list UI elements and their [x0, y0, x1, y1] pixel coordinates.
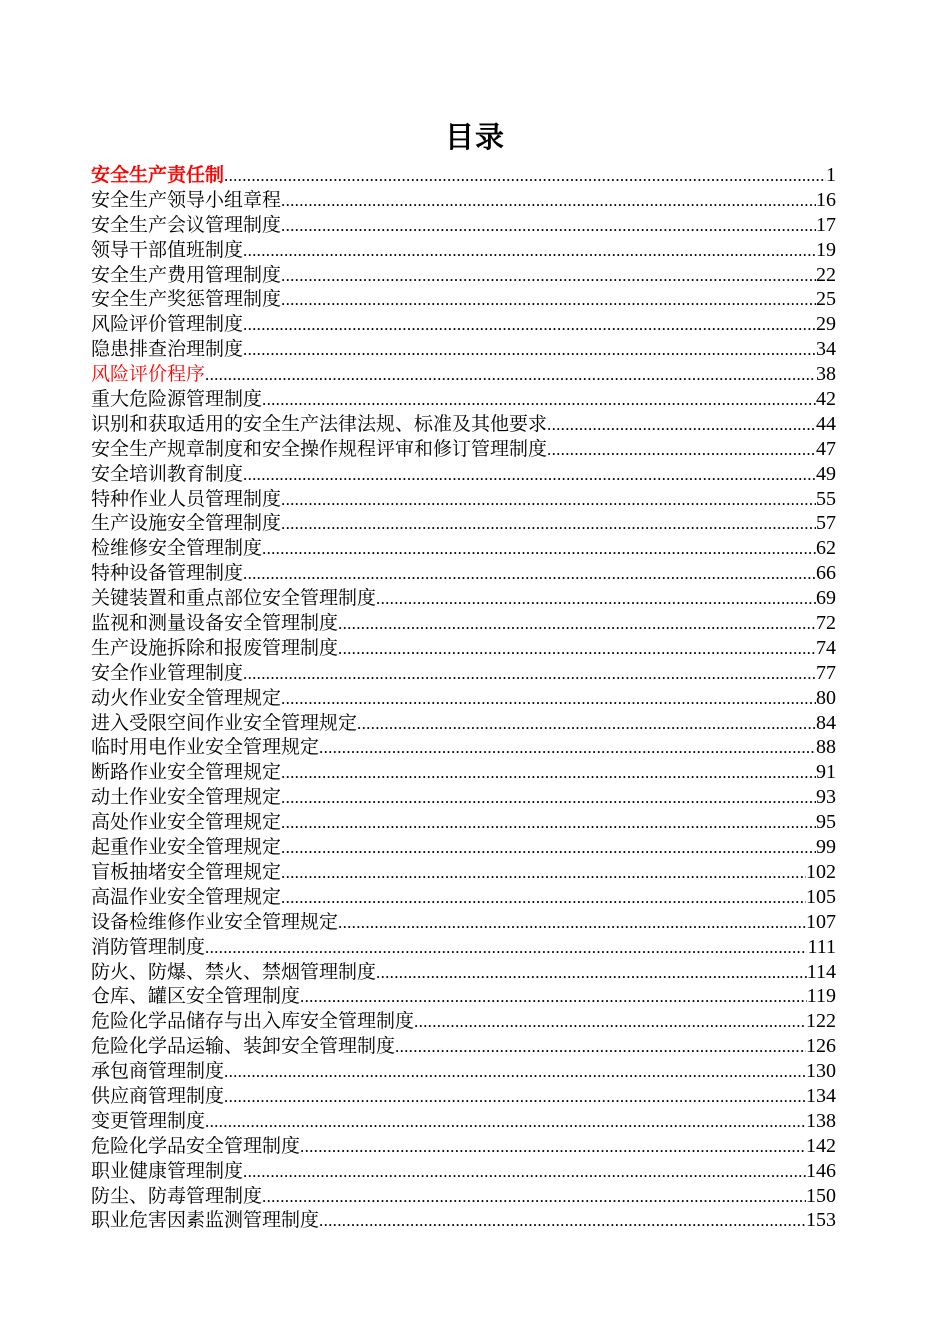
toc-entry[interactable] [91, 312, 836, 337]
dot-leader [338, 637, 816, 662]
dot-leader [300, 985, 807, 1010]
toc-entry[interactable] [91, 188, 836, 213]
toc-entry[interactable] [91, 910, 836, 935]
dot-leader [319, 1209, 806, 1234]
toc-entry[interactable] [91, 960, 836, 985]
toc-entry-page-number: 16 [816, 188, 836, 211]
dot-leader [281, 761, 816, 786]
toc-entry-page-number: 134 [806, 1084, 836, 1107]
toc-entry-title: 重大危险源管理制度 [91, 388, 263, 411]
toc-entry-title: 特种设备管理制度 [91, 562, 244, 585]
toc-entry-title: 进入受限空间作业安全管理规定 [91, 711, 358, 734]
toc-entry-title: 临时用电作业安全管理规定 [91, 736, 320, 759]
toc-entry-page-number: 142 [806, 1134, 836, 1157]
toc-entry-page-number: 150 [806, 1184, 836, 1207]
toc-entry[interactable] [91, 785, 836, 810]
toc-entry-page-number: 111 [807, 935, 836, 958]
toc-entry-title: 安全生产规章制度和安全操作规程评审和修订管理制度 [91, 437, 548, 460]
toc-entry-page-number: 126 [806, 1035, 836, 1058]
dot-leader [281, 288, 816, 313]
toc-entry-title: 安全生产奖惩管理制度 [91, 288, 282, 311]
toc-entry-title: 起重作业安全管理规定 [91, 836, 282, 859]
toc-entry-page-number: 80 [816, 686, 836, 709]
toc-entry-title: 变更管理制度 [91, 1109, 206, 1132]
toc-entry-title: 关键装置和重点部位安全管理制度 [91, 587, 377, 610]
dot-leader [281, 811, 816, 836]
toc-entry[interactable] [91, 1184, 836, 1209]
toc-entry-title: 消防管理制度 [91, 935, 206, 958]
dot-leader [281, 214, 816, 239]
toc-entry-page-number: 38 [816, 363, 836, 386]
toc-entry-page-number: 138 [806, 1109, 836, 1132]
toc-entry-title: 防尘、防毒管理制度 [91, 1184, 263, 1207]
toc-entry-page-number: 25 [816, 288, 836, 311]
toc-entry-title: 安全生产费用管理制度 [91, 263, 282, 286]
dot-leader [205, 1110, 806, 1135]
toc-entry-title: 高温作业安全管理规定 [91, 885, 282, 908]
toc-entry-page-number: 74 [816, 636, 836, 659]
toc-entry-page-number: 119 [806, 985, 836, 1008]
dot-leader [243, 662, 816, 687]
toc-entry-title: 特种作业人员管理制度 [91, 487, 282, 510]
toc-entry-page-number: 146 [806, 1159, 836, 1182]
toc-entry-title: 安全生产责任制 [91, 164, 225, 186]
toc-entry-title: 生产设施安全管理制度 [91, 512, 282, 535]
dot-leader [376, 961, 807, 986]
toc-entry-page-number: 153 [806, 1209, 836, 1232]
toc-entry[interactable] [91, 387, 836, 412]
toc-entry-page-number: 1 [826, 164, 836, 186]
toc-entry[interactable] [91, 735, 836, 760]
toc-entry-page-number: 34 [816, 338, 836, 361]
toc-entry[interactable] [91, 561, 836, 586]
table-of-contents [91, 163, 836, 1233]
toc-entry-page-number: 57 [816, 512, 836, 535]
toc-entry[interactable] [91, 1208, 836, 1233]
toc-entry-title: 监视和测量设备安全管理制度 [91, 612, 339, 635]
toc-entry-page-number: 47 [816, 437, 836, 460]
toc-entry[interactable] [91, 860, 836, 885]
toc-entry-page-number: 29 [816, 313, 836, 336]
dot-leader [224, 1085, 806, 1110]
dot-leader [281, 488, 816, 513]
toc-entry-page-number: 107 [806, 910, 836, 933]
dot-leader [547, 438, 816, 463]
toc-entry-title: 仓库、罐区安全管理制度 [91, 985, 301, 1008]
toc-entry[interactable] [91, 711, 836, 736]
toc-entry[interactable] [91, 1034, 836, 1059]
toc-entry-title: 危险化学品安全管理制度 [91, 1134, 301, 1157]
toc-entry[interactable] [91, 362, 836, 387]
toc-entry[interactable] [91, 1009, 836, 1034]
toc-entry-page-number: 22 [816, 263, 836, 286]
dot-leader [205, 363, 816, 388]
toc-entry-title: 安全生产领导小组章程 [91, 188, 282, 211]
toc-entry[interactable] [91, 238, 836, 263]
toc-entry-title: 高处作业安全管理规定 [91, 811, 282, 834]
dot-leader [281, 264, 816, 289]
toc-entry-title: 隐患排查治理制度 [91, 338, 244, 361]
toc-entry-page-number: 122 [806, 1010, 836, 1033]
toc-entry[interactable] [91, 586, 836, 611]
toc-entry-page-number: 91 [816, 761, 836, 784]
toc-entry-page-number: 17 [816, 213, 836, 236]
dot-leader [338, 911, 806, 936]
dot-leader [243, 463, 816, 488]
toc-entry[interactable] [91, 984, 836, 1009]
toc-entry[interactable] [91, 412, 836, 437]
toc-entry[interactable] [91, 1109, 836, 1134]
toc-entry-title: 供应商管理制度 [91, 1084, 225, 1107]
toc-entry-page-number: 55 [816, 487, 836, 510]
dot-leader [281, 861, 806, 886]
dot-leader [281, 836, 816, 861]
toc-entry-title: 识别和获取适用的安全生产法律法规、标准及其他要求 [91, 412, 548, 435]
toc-entry-title: 生产设施拆除和报废管理制度 [91, 636, 339, 659]
dot-leader [224, 164, 826, 189]
toc-entry-page-number: 130 [806, 1060, 836, 1083]
dot-leader [376, 587, 816, 612]
dot-leader [281, 189, 816, 214]
dot-leader [262, 388, 816, 413]
dot-leader [414, 1010, 806, 1035]
toc-entry-page-number: 102 [806, 860, 836, 883]
toc-entry-title: 动火作业安全管理规定 [91, 686, 282, 709]
toc-entry-title: 危险化学品运输、装卸安全管理制度 [91, 1035, 396, 1058]
toc-entry-page-number: 66 [816, 562, 836, 585]
dot-leader [547, 413, 816, 438]
toc-entry-title: 安全培训教育制度 [91, 462, 244, 485]
toc-entry[interactable] [91, 163, 836, 188]
dot-leader [300, 1135, 806, 1160]
toc-entry[interactable] [91, 760, 836, 785]
toc-entry-title: 承包商管理制度 [91, 1060, 225, 1083]
toc-entry-page-number: 84 [816, 711, 836, 734]
toc-entry[interactable] [91, 1059, 836, 1084]
toc-entry-page-number: 99 [816, 836, 836, 859]
toc-entry[interactable] [91, 661, 836, 686]
dot-leader [338, 612, 816, 637]
toc-entry-page-number: 19 [816, 238, 836, 261]
dot-leader [243, 313, 816, 338]
toc-entry-title: 职业危害因素监测管理制度 [91, 1209, 320, 1232]
toc-entry[interactable] [91, 636, 836, 661]
dot-leader [262, 537, 816, 562]
toc-entry[interactable] [91, 810, 836, 835]
dot-leader [243, 338, 816, 363]
toc-entry-title: 危险化学品储存与出入库安全管理制度 [91, 1010, 415, 1033]
toc-entry-page-number: 105 [806, 885, 836, 908]
toc-entry[interactable] [91, 511, 836, 536]
toc-entry-title: 动土作业安全管理规定 [91, 786, 282, 809]
toc-entry[interactable] [91, 686, 836, 711]
toc-entry[interactable] [91, 1134, 836, 1159]
toc-entry-page-number: 62 [816, 537, 836, 560]
toc-entry-title: 风险评价管理制度 [91, 313, 244, 336]
dot-leader [262, 1185, 806, 1210]
toc-entry-page-number: 114 [806, 960, 836, 983]
toc-entry-title: 风险评价程序 [91, 363, 206, 386]
dot-leader [281, 687, 816, 712]
toc-entry[interactable] [91, 213, 836, 238]
toc-entry[interactable] [91, 1159, 836, 1184]
toc-entry-page-number: 95 [816, 811, 836, 834]
toc-entry-page-number: 42 [816, 388, 836, 411]
dot-leader [281, 886, 806, 911]
toc-entry[interactable] [91, 287, 836, 312]
dot-leader [205, 936, 807, 961]
toc-entry[interactable] [91, 462, 836, 487]
toc-entry-page-number: 88 [816, 736, 836, 759]
dot-leader [243, 239, 816, 264]
toc-entry-page-number: 93 [816, 786, 836, 809]
toc-entry-title: 领导干部值班制度 [91, 238, 244, 261]
toc-entry[interactable] [91, 536, 836, 561]
toc-entry[interactable] [91, 437, 836, 462]
toc-entry-title: 设备检维修作业安全管理规定 [91, 910, 339, 933]
dot-leader [319, 736, 816, 761]
toc-entry-title: 防火、防爆、禁火、禁烟管理制度 [91, 960, 377, 983]
dot-leader [395, 1035, 806, 1060]
toc-entry-page-number: 72 [816, 612, 836, 635]
toc-entry[interactable] [91, 935, 836, 960]
dot-leader [243, 562, 816, 587]
toc-entry-title: 安全生产会议管理制度 [91, 213, 282, 236]
toc-entry[interactable] [91, 487, 836, 512]
toc-entry[interactable] [91, 885, 836, 910]
toc-entry-page-number: 49 [816, 462, 836, 485]
dot-leader [281, 786, 816, 811]
toc-entry-title: 职业健康管理制度 [91, 1159, 244, 1182]
toc-entry[interactable] [91, 835, 836, 860]
toc-entry[interactable] [91, 337, 836, 362]
dot-leader [281, 512, 816, 537]
toc-entry-title: 安全作业管理制度 [91, 661, 244, 684]
dot-leader [357, 712, 816, 737]
toc-entry-page-number: 69 [816, 587, 836, 610]
toc-entry-title: 断路作业安全管理规定 [91, 761, 282, 784]
toc-entry-page-number: 77 [816, 661, 836, 684]
page-title: 目录 [444, 120, 505, 155]
toc-entry[interactable] [91, 263, 836, 288]
dot-leader [243, 1160, 806, 1185]
toc-entry-page-number: 44 [816, 412, 836, 435]
toc-entry[interactable] [91, 611, 836, 636]
toc-entry-title: 盲板抽堵安全管理规定 [91, 860, 282, 883]
toc-entry-title: 检维修安全管理制度 [91, 537, 263, 560]
dot-leader [224, 1060, 806, 1085]
toc-entry[interactable] [91, 1084, 836, 1109]
